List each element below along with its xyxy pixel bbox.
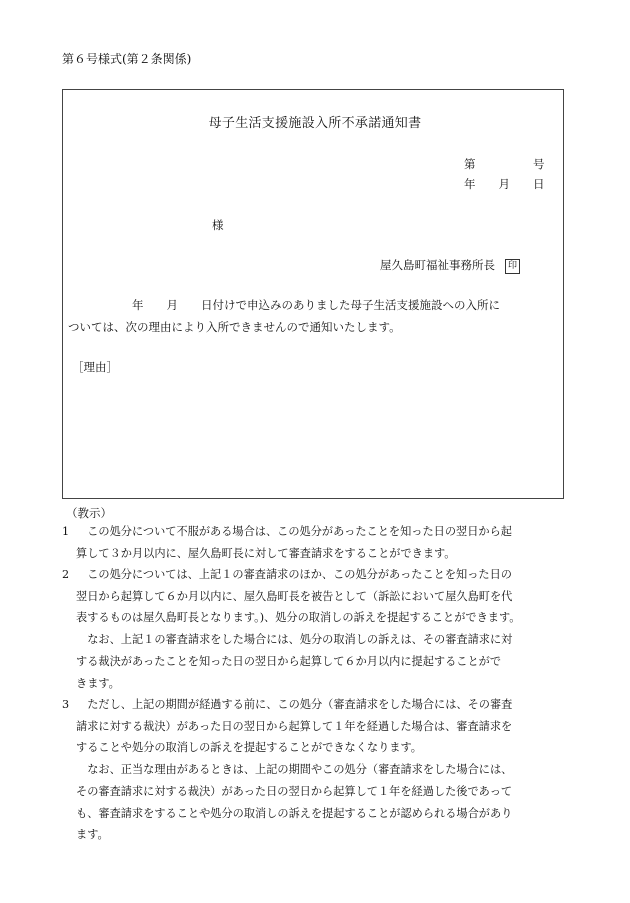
notice-item-number: 3: [62, 698, 70, 711]
notice-item-1: [62, 521, 582, 564]
notice-line: 表するものは屋久島町長となります。)、処分の取消しの訴えを提起することができます。: [76, 611, 521, 625]
notice-item-3: [62, 694, 582, 846]
document-number-line: 第 号: [464, 157, 545, 171]
sender-line: [380, 257, 520, 274]
notice-line: この処分について不服がある場合は、この処分があったことを知った日の翌日から起: [76, 525, 512, 538]
notice-line: ます。: [76, 828, 109, 842]
notice-label: （教示）: [66, 506, 112, 520]
notice-line: なお、上記１の審査請求をした場合には、処分の取消しの訴えは、その審査請求に対: [76, 633, 513, 647]
form-number-label: 第６号様式(第２条関係): [62, 52, 192, 66]
addressee-honorific: 様: [212, 218, 224, 232]
notice-line: することや処分の取消しの訴えを提起することができなくなります。: [76, 741, 422, 755]
notice-item-number: 2: [62, 568, 70, 581]
notice-line: 算して３か月以内に、屋久島町長に対して審査請求をすることができます。: [76, 546, 456, 560]
body-text-line-2: ついては、次の理由により入所できませんので通知いたします。: [68, 320, 401, 334]
sender-name: 屋久島町福祉事務所長: [380, 258, 495, 272]
notice-line: する裁決があったことを知った日の翌日から起算して６か月以内に提起することがで: [76, 654, 502, 668]
notice-item-number: 1: [62, 525, 70, 538]
notice-frame: [62, 89, 564, 499]
notice-line: 翌日から起算して６か月以内に、屋久島町長を被告として（訴訟において屋久島町を代: [76, 589, 513, 603]
document-date-line: 年 月 日: [464, 177, 545, 191]
notice-line: その審査請求に対する裁決）があった日の翌日から起算して１年を経過した後であって: [76, 784, 513, 798]
notice-line: なお、正当な理由があるときは、上記の期間やこの処分（審査請求をした場合には、: [76, 763, 513, 777]
document-title: 母子生活支援施設入所不承諾通知書: [208, 116, 422, 131]
notice-item-2: [62, 564, 582, 694]
body-text-line-1: 年 月 日付けで申込みのありました母子生活支援施設への入所に: [132, 298, 500, 312]
seal-mark: 印: [505, 259, 520, 274]
notice-line: この処分については、上記１の審査請求のほか、この処分があったことを知った日の: [76, 568, 512, 581]
notice-line: きます。: [76, 676, 120, 690]
notice-line: ただし、上記の期間が経過する前に、この処分（審査請求をした場合には、その審査: [76, 698, 513, 711]
notice-line: も、審査請求をすることや処分の取消しの訴えを提起することが認められる場合があり: [76, 806, 513, 820]
reason-label: ［理由］: [72, 360, 118, 374]
notice-line: 請求に対する裁決）があった日の翌日から起算して１年を経過した場合は、審査請求を: [76, 719, 513, 733]
